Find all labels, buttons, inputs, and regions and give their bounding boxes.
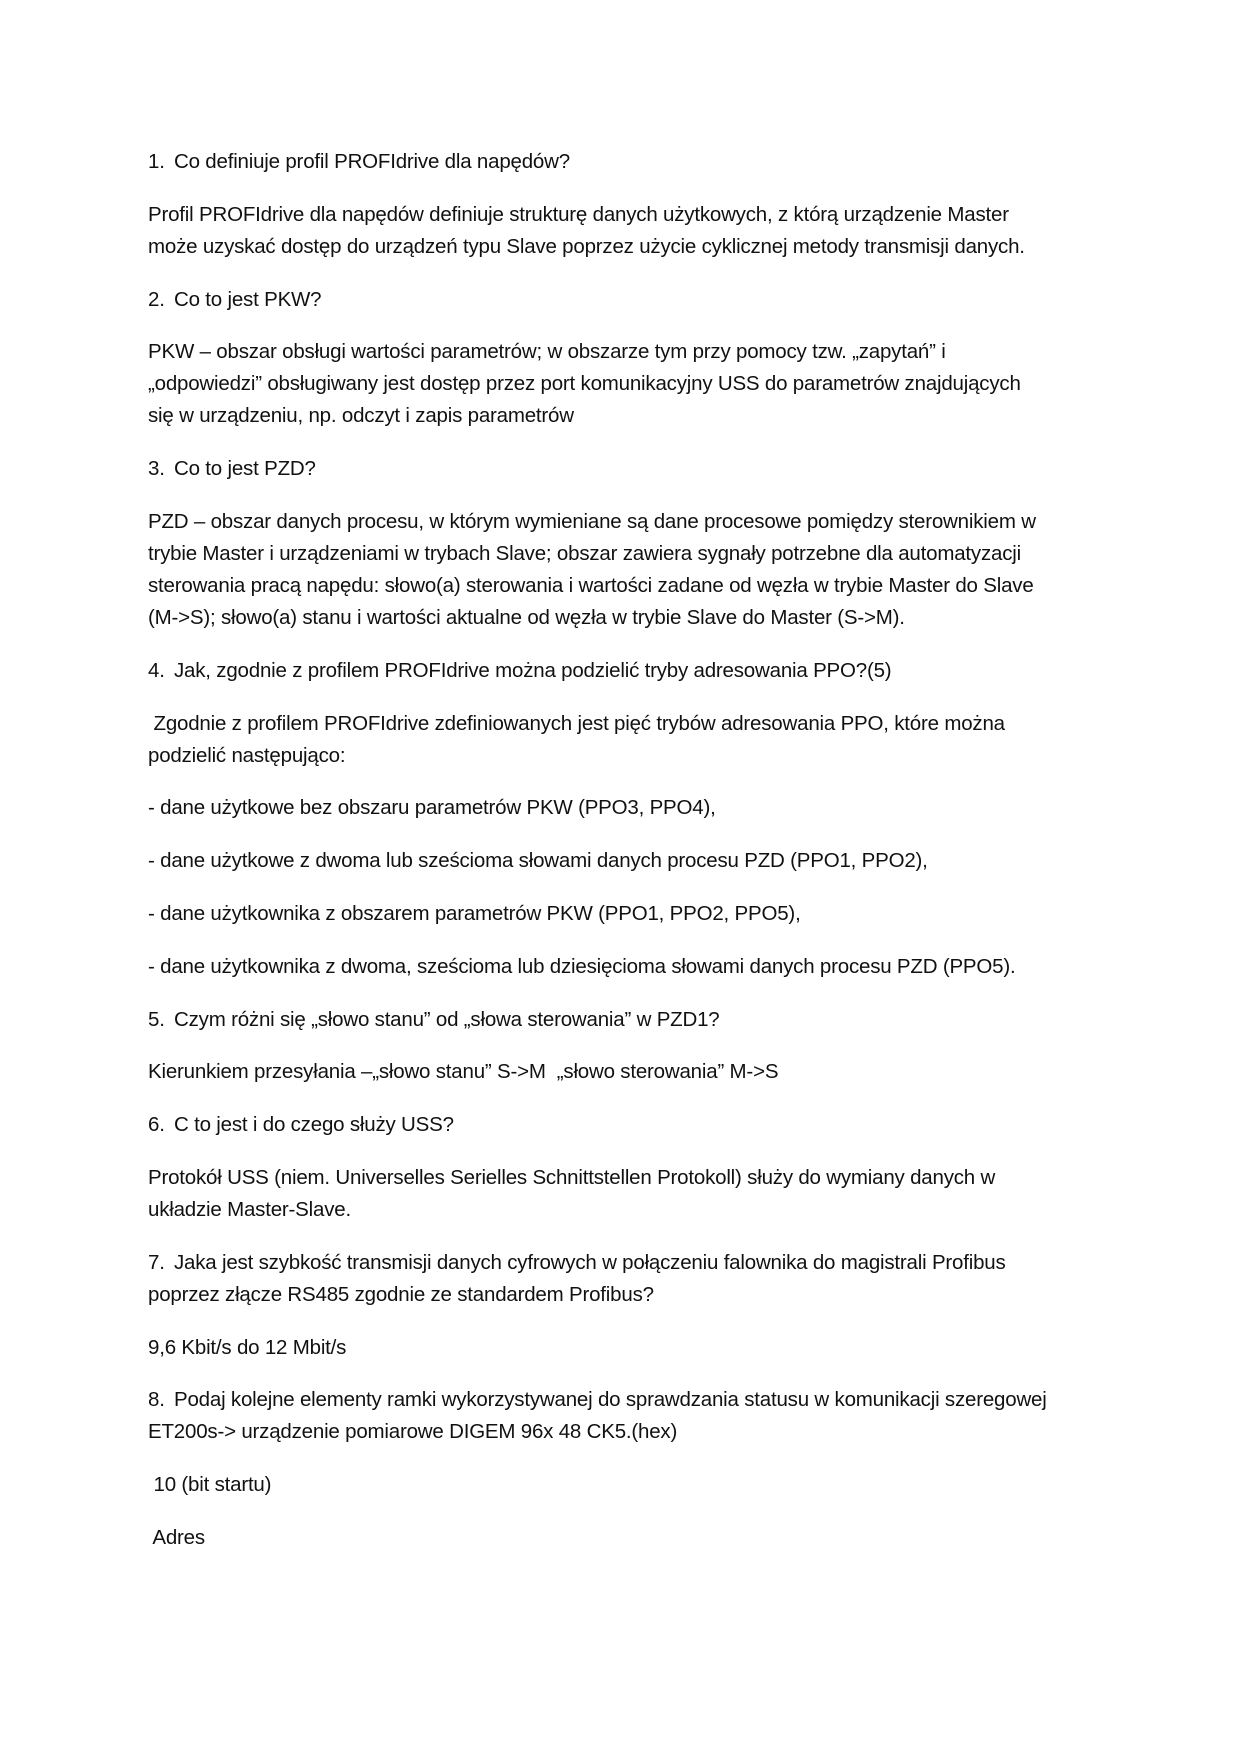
answer-line: podzielić następująco: [148, 743, 346, 767]
answer-line: sterowania pracą napędu: słowo(a) sterowania i wartości zadane od węzła w trybie Master do Slave [148, 573, 1034, 597]
answer-line: się w urządzeniu, np. odczyt i zapis parametrów [148, 404, 574, 428]
question-4 [148, 655, 1098, 687]
answer-line: PZD – obszar danych procesu, w którym wymieniane są dane procesowe pomiędzy sterownikiem w [148, 509, 1036, 533]
question-number: 4. [148, 658, 165, 682]
answer-line: trybie Master i urządzeniami w trybach Slave; obszar zawiera sygnały potrzebne dla automatyzacji [148, 541, 1021, 565]
question-2 [148, 284, 1098, 316]
answer-line: Kierunkiem przesyłania –„słowo stanu” S->M „słowo sterowania” M->S [148, 1060, 779, 1084]
question-1 [148, 146, 1098, 178]
question-5 [148, 1004, 1098, 1036]
document-page [148, 146, 1098, 1554]
question-7-continued: poprzez złącze RS485 zgodnie ze standardem Profibus? [148, 1282, 654, 1306]
list-item: - dane użytkownika z dwoma, sześcioma lub dziesięcioma słowami danych procesu PZD (PPO5). [148, 954, 1016, 978]
question-number: 7. [148, 1250, 165, 1274]
answer-line: Zgodnie z profilem PROFIdrive zdefiniowanych jest pięć trybów adresowania PPO, które można [148, 711, 1005, 735]
question-text: Co to jest PKW? [174, 287, 322, 311]
question-number: 1. [148, 150, 165, 173]
answer-line: Profil PROFIdrive dla napędów definiuje strukturę danych użytkowych, z którą urządzenie Master [148, 202, 1009, 226]
answer-line: (M->S); słowo(a) stanu i wartości aktualne od węzła w trybie Slave do Master (S->M). [148, 605, 905, 629]
question-text: Co to jest PZD? [174, 457, 316, 481]
list-item: - dane użytkowe z dwoma lub sześcioma słowami danych procesu PZD (PPO1, PPO2), [148, 849, 928, 873]
question-number: 2. [148, 287, 165, 311]
question-number: 6. [148, 1113, 165, 1137]
question-text: C to jest i do czego służy USS? [174, 1113, 454, 1137]
question-number: 8. [148, 1388, 165, 1412]
answer-line: „odpowiedzi” obsługiwany jest dostęp przez port komunikacyjny USS do parametrów znajdujących [148, 372, 1021, 396]
question-3 [148, 453, 1098, 485]
answer-line: 10 (bit startu) [148, 1473, 272, 1497]
question-text: Jaka jest szybkość transmisji danych cyfrowych w połączeniu falownika do magistrali Profibus [174, 1250, 1006, 1274]
answer-line: Adres [148, 1525, 205, 1549]
question-text: Jak, zgodnie z profilem PROFIdrive można podzielić tryby adresowania PPO?(5) [174, 658, 892, 682]
answer-line: 9,6 Kbit/s do 12 Mbit/s [148, 1335, 347, 1359]
question-8 [148, 1384, 1098, 1416]
answer-line: może uzyskać dostęp do urządzeń typu Slave poprzez użycie cyklicznej metody transmisji danych. [148, 234, 1025, 258]
question-number: 5. [148, 1007, 165, 1031]
question-7 [148, 1247, 1098, 1279]
answer-line: Protokół USS (niem. Universelles Serielles Schnittstellen Protokoll) służy do wymiany danych w [148, 1165, 996, 1189]
question-text: Czym różni się „słowo stanu” od „słowa sterowania” w PZD1? [174, 1007, 720, 1031]
answer-line: PKW – obszar obsługi wartości parametrów; w obszarze tym przy pomocy tzw. „zapytań” i [148, 340, 946, 364]
question-number: 3. [148, 457, 165, 481]
question-6 [148, 1109, 1098, 1141]
question-8-continued: ET200s-> urządzenie pomiarowe DIGEM 96x 48 CK5.(hex) [148, 1420, 678, 1444]
question-text: Podaj kolejne elementy ramki wykorzystywanej do sprawdzania statusu w komunikacji szeregowej [174, 1388, 1047, 1412]
list-item: - dane użytkownika z obszarem parametrów PKW (PPO1, PPO2, PPO5), [148, 901, 801, 925]
list-item: - dane użytkowe bez obszaru parametrów PKW (PPO3, PPO4), [148, 796, 716, 820]
answer-line: układzie Master-Slave. [148, 1197, 351, 1221]
question-text: Co definiuje profil PROFIdrive dla napędów? [174, 150, 570, 173]
